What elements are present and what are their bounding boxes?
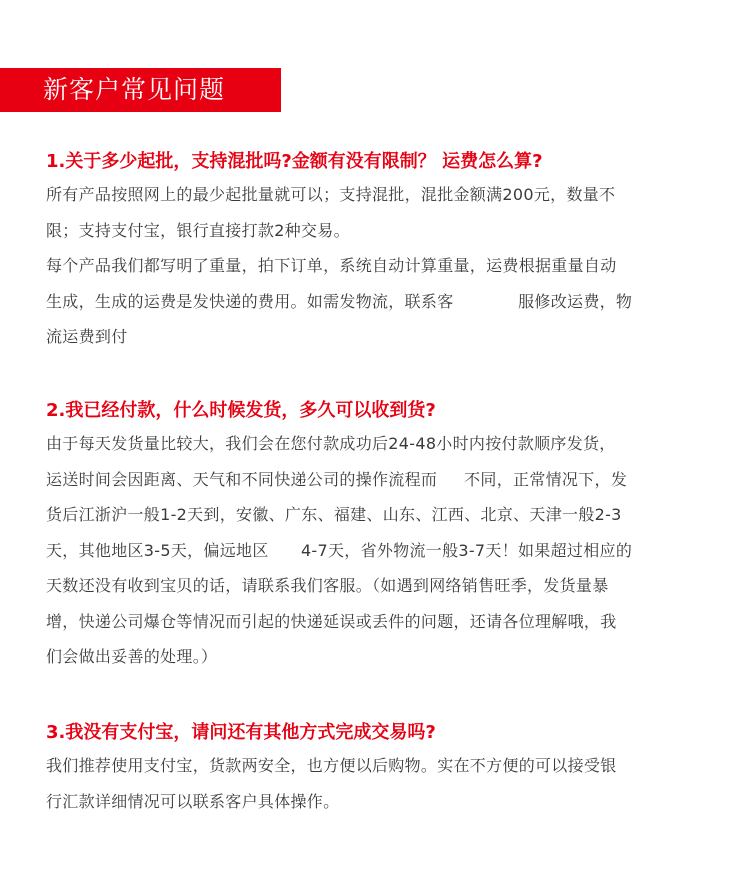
faq-answer-line: 天数还没有收到宝贝的话，请联系我们客服。（如遇到网络销售旺季，发货量暴 [46, 576, 609, 595]
faq-item-1 [46, 147, 710, 355]
faq-answer-line: 货后江浙沪一般1-2天到，安徽、广东、福建、山东、江西、北京、天津一般2-3 [46, 505, 622, 524]
faq-answer-line: 由于每天发货量比较大，我们会在您付款成功后24-48小时内按付款顺序发货， [46, 434, 616, 453]
faq-question-3: 3.我没有支付宝，请问还有其他方式完成交易吗? [46, 722, 436, 743]
page-title: 新客户常见问题 [43, 75, 226, 104]
faq-answer-line: 天，其他地区3-5天，偏远地区 4-7天，省外物流一般3-7天！如果超过相应的 [46, 540, 633, 560]
faq-answer-line: 每个产品我们都写明了重量，拍下订单，系统自动计算重量，运费根据重量自动 [46, 256, 617, 275]
faq-answer-line: 们会做出妥善的处理。） [46, 647, 218, 666]
faq-answer-line: 流运费到付 [46, 327, 128, 346]
section-header-bar [0, 68, 281, 112]
faq-answer-line: 行汇款详细情况可以联系客户具体操作。 [46, 791, 340, 811]
faq-item-3 [46, 718, 710, 819]
faq-answer-line: 我们推荐使用支付宝，货款两安全，也方便以后购物。实在不方便的可以接受银 [46, 756, 617, 775]
faq-item-2 [46, 396, 710, 675]
faq-answer-line: 限；支持支付宝，银行直接打款2种交易。 [46, 220, 350, 240]
faq-answer-line: 所有产品按照网上的最少起批量就可以；支持混批，混批金额满200元，数量不 [46, 185, 616, 204]
faq-answer-line: 生成，生成的运费是发快递的费用。如需发物流，联系客 服修改运费，物 [46, 291, 633, 311]
faq-question-1: 1.关于多少起批，支持混批吗?金额有没有限制？ 运费怎么算? [46, 151, 543, 172]
faq-answer-line: 运送时间会因距离、天气和不同快递公司的操作流程而 不同，正常情况下，发 [46, 469, 628, 489]
faq-question-2: 2.我已经付款，什么时候发货，多久可以收到货? [46, 400, 436, 421]
faq-answer-line: 增，快递公司爆仓等情况而引起的快递延误或丢件的问题，还请各位理解哦，我 [46, 611, 617, 631]
